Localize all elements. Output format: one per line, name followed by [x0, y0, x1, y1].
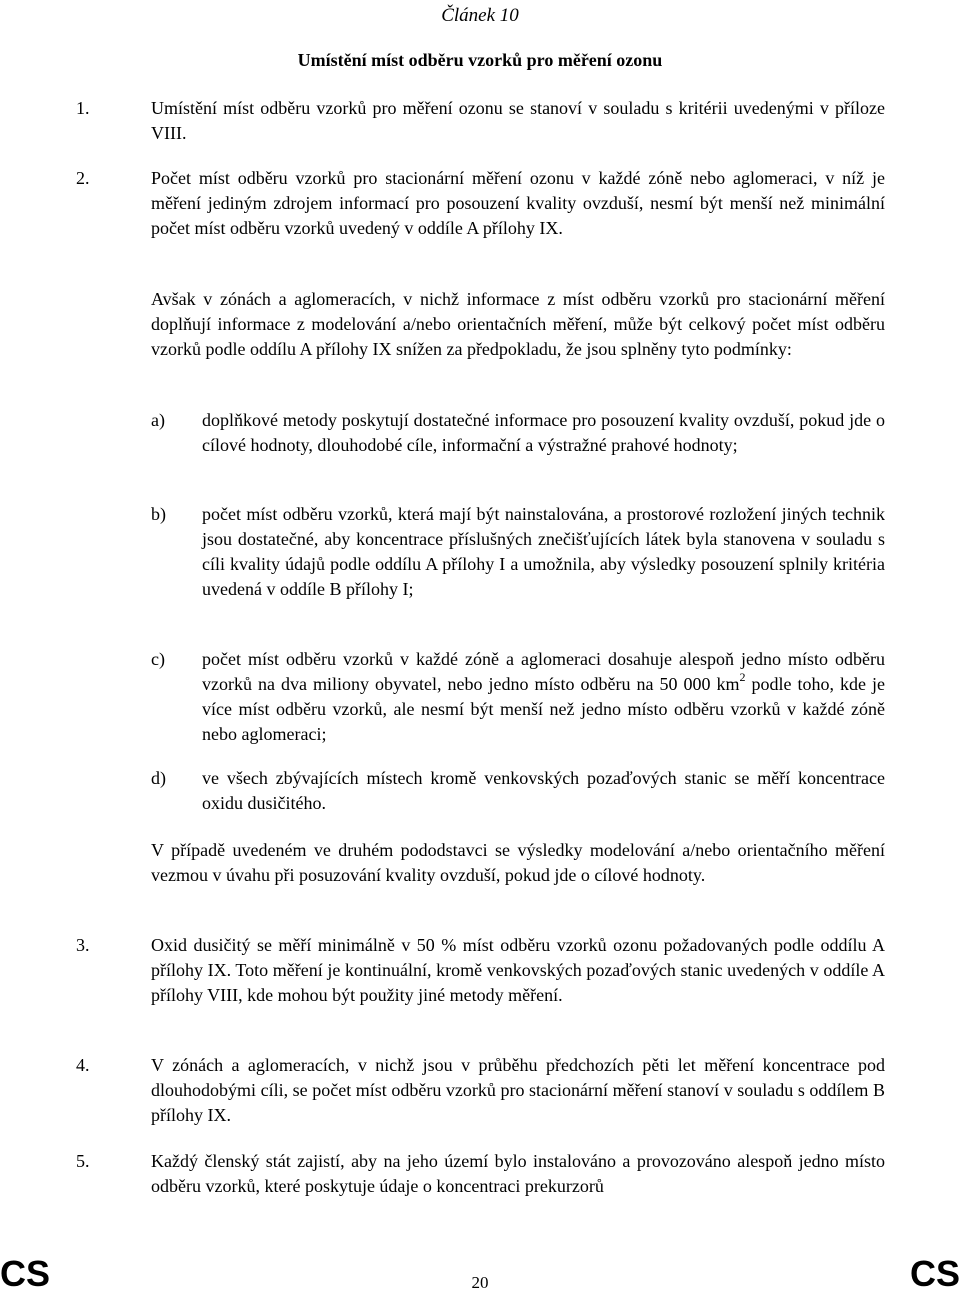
- subitem-text: [202, 647, 885, 747]
- subitem-text: ve všech zbývajících místech kromě venkovských pozaďových stanic se měří koncentrace oxidu dusičitého.: [202, 768, 885, 813]
- page-number: 20: [471, 1273, 489, 1292]
- paragraph-continuation-text: Avšak v zónách a aglomeracích, v nichž informace z míst odběru vzorků pro stacionární měření doplňují informace z modelování a/nebo orientačních měření, může být celkový počet míst odběru vzorků podle oddílu A přílohy IX snížen za předpokladu, že jsou splněny tyto podmínky:: [151, 289, 885, 359]
- paragraph-text: Oxid dusičitý se měří minimálně v 50 % míst odběru vzorků ozonu požadovaných podle oddílu A přílohy IX. Toto měření je kontinuální, kromě venkovských pozaďových stanic uvedených v oddíle A přílohy VIII, kde mohou být použity jiné metody měření.: [151, 935, 885, 1005]
- subitem-letter: b): [151, 504, 166, 524]
- subitem-letter: c): [151, 649, 165, 669]
- paragraph-text: Umístění míst odběru vzorků pro měření ozonu se stanoví v souladu s kritérii uvedenými v příloze VIII.: [151, 98, 885, 143]
- paragraph-number: 1.: [76, 98, 90, 118]
- subitem-text-after: podle toho, kde je více míst odběru vzorků, ale nesmí být menší než jedno místo odběru vzorků v každé zóně nebo aglomeraci;: [202, 674, 885, 744]
- superscript: 2: [739, 670, 746, 684]
- paragraph-number: 3.: [76, 935, 90, 955]
- paragraph-text: V zónách a aglomeracích, v nichž jsou v průběhu předchozích pěti let měření koncentrace pod dlouhodobými cíli, se počet míst odběru vzorků pro stacionární měření stanoví v souladu s oddílem B přílohy IX.: [151, 1055, 885, 1125]
- subitem-text: doplňkové metody poskytují dostatečné informace pro posouzení kvality ovzduší, pokud jde o cílové hodnoty, dlouhodobé cíle, informační a výstražné prahové hodnoty;: [202, 410, 885, 455]
- paragraph-number: 4.: [76, 1055, 90, 1075]
- footer-language-code-left: CS: [0, 1253, 51, 1294]
- paragraph-number: 5.: [76, 1151, 90, 1171]
- paragraph-number: 2.: [76, 168, 90, 188]
- section-title: Umístění míst odběru vzorků pro měření ozonu: [297, 50, 663, 70]
- paragraph-text: Počet míst odběru vzorků pro stacionární měření ozonu v každé zóně nebo aglomeraci, v níž je měření jediným zdrojem informací pro posouzení kvality ovzduší, nesmí být menší než minimální počet míst odběru vzorků uvedený v oddíle A přílohy IX.: [151, 168, 885, 238]
- subitem-letter: a): [151, 410, 165, 430]
- paragraph-closing-text: V případě uvedeném ve druhém pododstavci se výsledky modelování a/nebo orientačního měření vezmou v úvahu při posuzování kvality ovzduší, pokud jde o cílové hodnoty.: [151, 840, 885, 885]
- subitem-text: počet míst odběru vzorků, která mají být nainstalována, a prostorové rozložení jiných technik jsou dostatečné, aby koncentrace příslušných znečišťujících látek byla stanovena v souladu s cíli kvality údajů podle oddílu A přílohy I a umožnila, aby výsledky posouzení splnily kritéria uvedená v oddíle B přílohy I;: [202, 504, 885, 599]
- footer-language-code-right: CS: [909, 1253, 960, 1294]
- subitem-letter: d): [151, 768, 166, 788]
- subitem-text-before: počet míst odběru vzorků v každé zóně a aglomeraci dosahuje alespoň jedno místo odběru vzorků na dva miliony obyvatel, nebo jedno místo odběru na 50 000 km: [202, 649, 885, 694]
- paragraph-text: Každý členský stát zajistí, aby na jeho území bylo instalováno a provozováno alespoň jedno místo odběru vzorků, které poskytuje údaje o koncentraci prekurzorů: [151, 1151, 885, 1196]
- article-label: Článek 10: [441, 5, 519, 26]
